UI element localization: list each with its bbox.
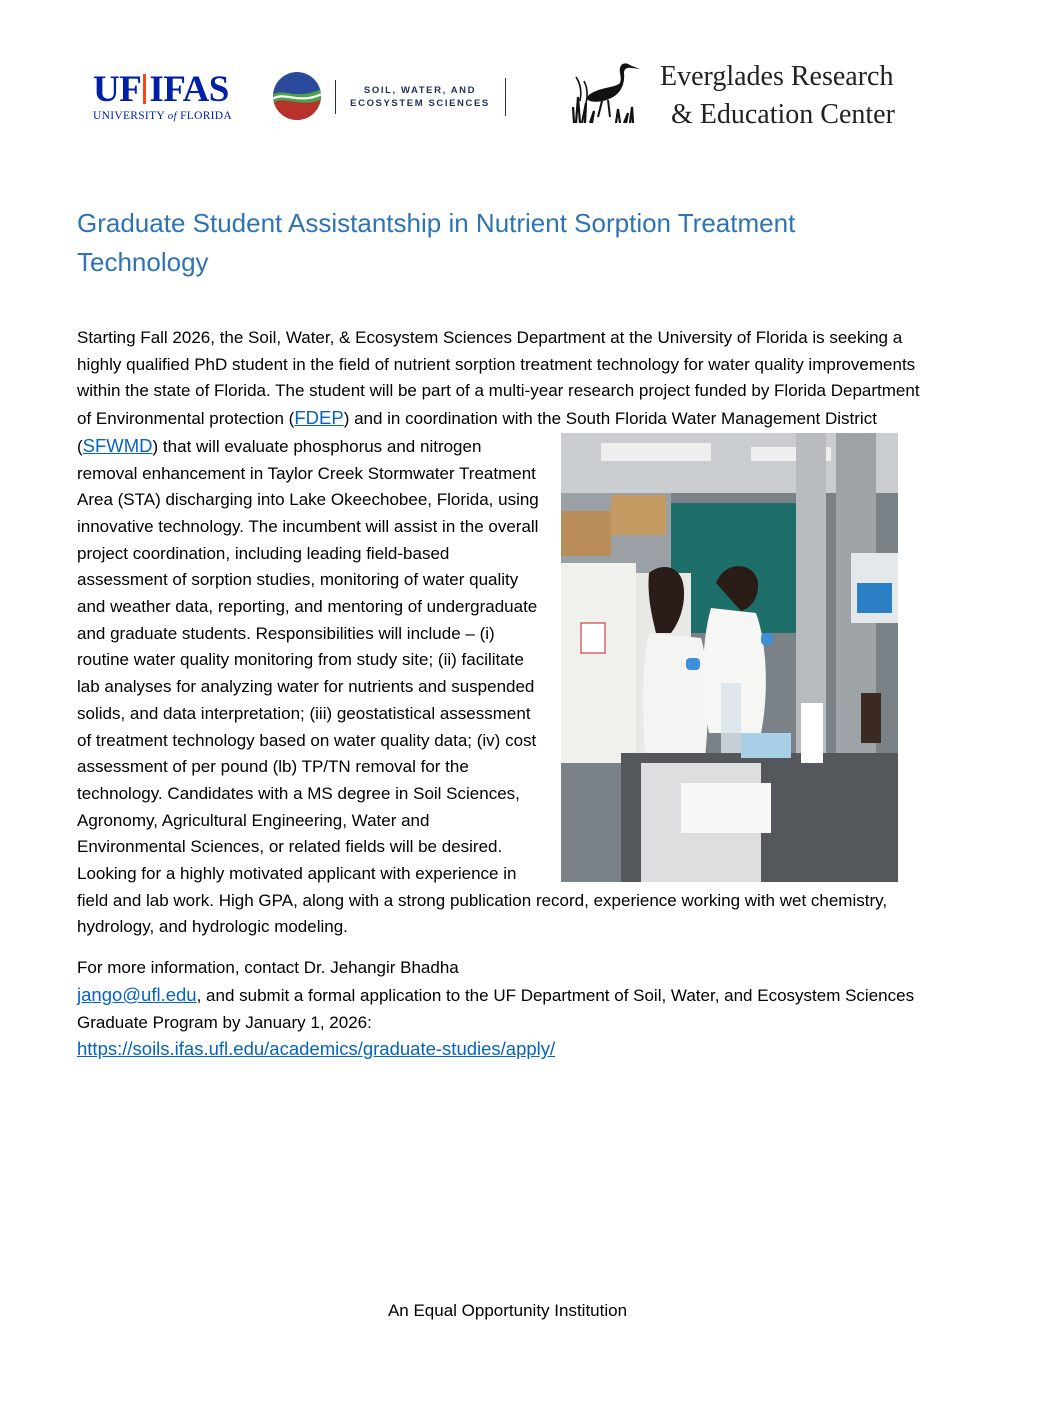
sfwmd-link[interactable]: SFWMD — [82, 434, 153, 456]
contact-text-b: , and submit a formal application to the UF Department of Soil, Water, and Ecosystem Sciences Graduate Program by January 1, 2026: — [77, 985, 915, 1032]
swes-line2: ECOSYSTEM SCIENCES — [350, 98, 490, 109]
uf-logo-subtitle-b: FLORIDA — [176, 110, 233, 122]
uf-logo-subtitle-of: of — [167, 110, 177, 122]
erec-line1: Everglades Research — [660, 61, 894, 92]
uf-logo-uf: UF — [93, 69, 142, 110]
heron-icon — [572, 57, 642, 123]
uf-ifas-logo — [93, 71, 253, 127]
description-text-a: Starting Fall 2026, the Soil, Water, & Ecosystem Sciences Department at the University of Florida is seeking a highly qualified PhD student in the field of nutrient sorption treatment technology for water quality improvements within the state of Florida. The student will be part of a multi-year research project funded by Florida Department of Environmental protection ( — [77, 328, 920, 429]
lab-photo — [561, 433, 898, 882]
page-title: Graduate Student Assistantship in Nutrient Sorption Treatment Technology — [77, 208, 796, 277]
uf-logo-ifas: IFAS — [149, 69, 229, 110]
erec-wordmark — [660, 58, 895, 134]
email-link[interactable]: jango@ufl.edu — [77, 983, 197, 1005]
fdep-link[interactable]: FDEP — [294, 407, 344, 429]
erec-line2: & Education Center — [671, 99, 895, 130]
footer-text: An Equal Opportunity Institution — [387, 1301, 628, 1320]
description-text-c: ) that will evaluate phosphorus and nitrogen removal enhancement in Taylor Creek Stormwater Treatment Area (STA) discharging into Lake Okeechobee, Florida, using innovative technology. The incumbent will assist in the overall project coordination, including leading field-based assessment of sorption studies, monitoring of water quality and weather data, reporting, and mentoring of undergraduate and graduate students. Responsibilities will include – (i) routine water quality monitoring from study site; (ii) facilitate lab analyses for analyzing water for nutrients and suspended solids, and data interpretation; (iii) geostatistical assessment of treatment technology based on water quality data; (iv) cost assessment of per pound (lb) TP/TN removal for the technology. Candidates with a MS degree in Soil Sciences, Agronomy, Agricultural Engineering, Water and Environmental Sciences, or related fields will be desired. Looking for a highly motivated applicant with experience in field and lab work. High GPA, along with a strong publication record, experience working with wet chemistry, hydrology, and hydrologic modeling. — [77, 436, 888, 937]
uf-logo-divider — [143, 74, 146, 104]
document-body — [77, 325, 935, 1064]
description-text-b: ) and in coordination with the South Florida Water Management District ( — [77, 409, 877, 456]
contact-paragraph — [77, 955, 935, 1064]
swes-left-rule — [335, 80, 336, 114]
swes-line1: SOIL, WATER, AND — [363, 85, 477, 96]
description-paragraph — [77, 325, 935, 941]
paragraph-gap — [77, 941, 935, 955]
swes-circle-icon — [272, 71, 322, 121]
apply-link[interactable]: https://soils.ifas.ufl.edu/academics/graduate-studies/apply/ — [77, 1038, 556, 1060]
uf-logo-subtitle-a: UNIVERSITY — [93, 110, 168, 122]
swes-wordmark — [346, 84, 494, 110]
swes-right-rule — [505, 78, 506, 116]
contact-text-a: For more information, contact Dr. Jehangir Bhadha — [77, 958, 459, 978]
